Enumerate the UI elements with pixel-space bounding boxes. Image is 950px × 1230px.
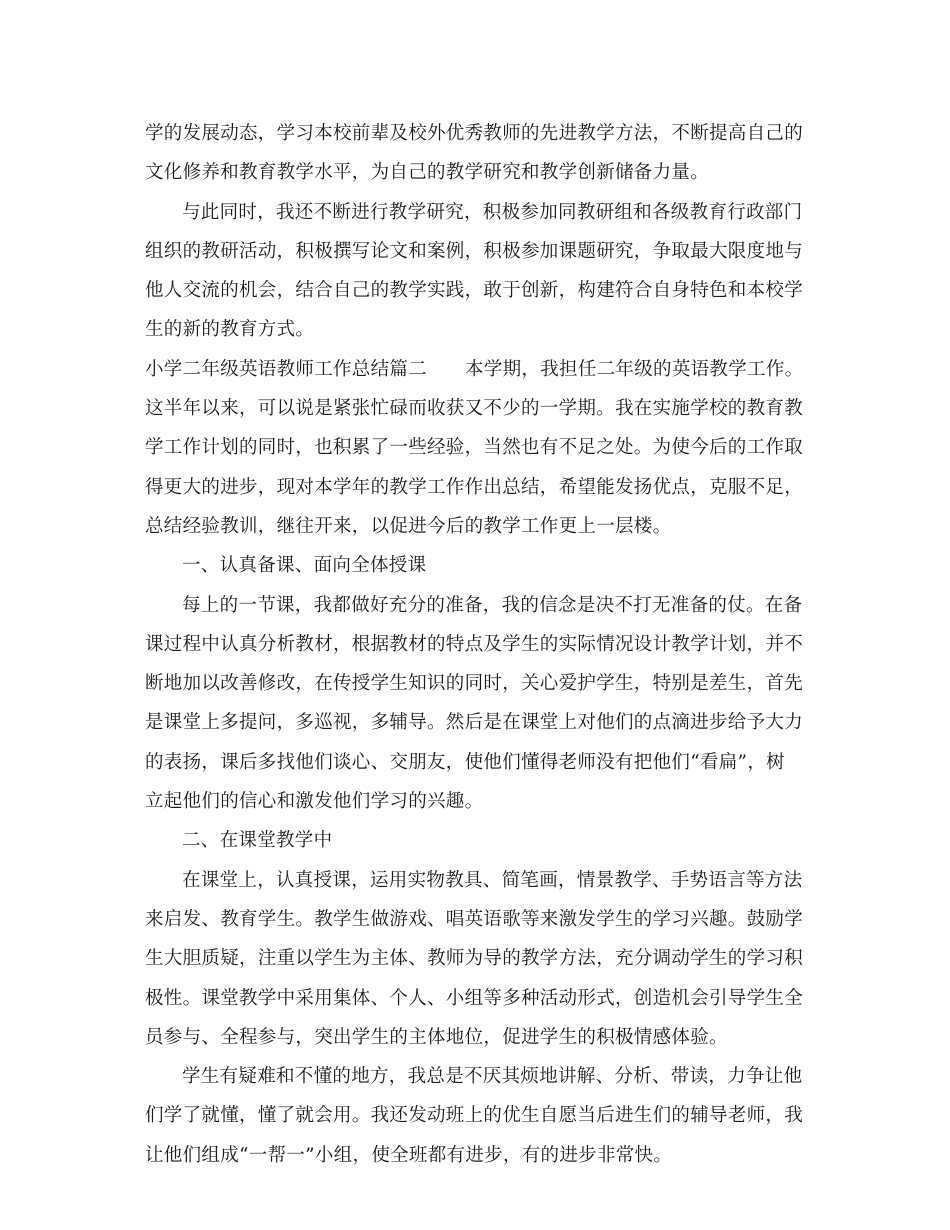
paragraph-line: 立起他们的信心和激发他们学习的兴趣。 <box>145 791 484 813</box>
paragraph-line: 与此同时，我还不断进行教学研究，积极参加同教研组和各级教育行政部门 <box>182 201 803 223</box>
paragraph-line: 总结经验教训，继往开来，以促进今后的教学工作更上一层楼。 <box>145 515 672 537</box>
paragraph-line: 学的发展动态，学习本校前辈及校外优秀教师的先进教学方法，不断提高自己的 <box>145 123 804 144</box>
paragraph-line: 学生有疑难和不懂的地方，我总是不厌其烦地讲解、分析、带读，力争让他 <box>182 1066 803 1088</box>
paragraph-line: 本学期，我担任二年级的英语教学工作。 <box>465 358 804 380</box>
paragraph-line: 组织的教研活动，积极撰写论文和案例，积极参加课题研究，争取最大限度地与 <box>145 240 804 262</box>
paragraph-line: 是课堂上多提问，多巡视，多辅导。然后是在课堂上对他们的点滴进步给予大力 <box>145 712 804 734</box>
paragraph-line: 断地加以改善修改，在传授学生知识的同时，关心爱护学生，特别是差生，首先 <box>145 673 804 695</box>
paragraph-line: 生大胆质疑，注重以学生为主体、教师为导的教学方法，充分调动学生的学习积 <box>145 948 804 970</box>
paragraph-line: 来启发、教育学生。教学生做游戏、唱英语歌等来激发学生的学习兴趣。鼓励学 <box>145 908 804 930</box>
paragraph-line: 学工作计划的同时，也积累了一些经验，当然也有不足之处。为使今后的工作取 <box>145 437 804 459</box>
section-title-line <box>145 350 805 389</box>
paragraph-line: 们学了就懂，懂了就会用。我还发动班上的优生自愿当后进生们的辅导老师，我 <box>145 1105 804 1127</box>
paragraph-line: 文化修养和教育教学水平，为自己的教学研究和教学创新储备力量。 <box>145 162 710 184</box>
paragraph-line: 让他们组成“一帮一”小组，使全班都有进步，有的进步非常快。 <box>145 1144 673 1166</box>
paragraph-line: 得更大的进步，现对本学年的教学工作作出总结，希望能发扬优点，克服不足， <box>145 476 804 498</box>
document-body <box>145 114 805 1175</box>
section-title: 小学二年级英语教师工作总结篇二 <box>145 358 428 380</box>
paragraph-line: 这半年以来，可以说是紧张忙碌而收获又不少的一学期。我在实施学校的教育教 <box>145 398 804 420</box>
section-heading: 二、在课堂教学中 <box>182 830 333 852</box>
paragraph-line: 生的新的教育方式。 <box>145 319 315 341</box>
paragraph-line: 在课堂上，认真授课，运用实物教具、简笔画，情景教学、手势语言等方法 <box>182 869 803 891</box>
paragraph-line: 极性。课堂教学中采用集体、个人、小组等多种活动形式，创造机会引导学生全 <box>145 987 804 1009</box>
paragraph-line: 每上的一节课，我都做好充分的准备，我的信念是决不打无准备的仗。在备 <box>182 594 803 616</box>
paragraph-line: 的表扬，课后多找他们谈心、交朋友，使他们懂得老师没有把他们“看扁”，树 <box>145 751 785 773</box>
paragraph-line: 他人交流的机会，结合自己的教学实践，敢于创新，构建符合自身特色和本校学 <box>145 280 804 302</box>
section-heading: 一、认真备课、面向全体授课 <box>182 555 427 577</box>
paragraph-line: 课过程中认真分析教材，根据教材的特点及学生的实际情况设计教学计划，并不 <box>145 633 804 655</box>
paragraph-line: 员参与、全程参与，突出学生的主体地位，促进学生的积极情感体验。 <box>145 1026 728 1048</box>
